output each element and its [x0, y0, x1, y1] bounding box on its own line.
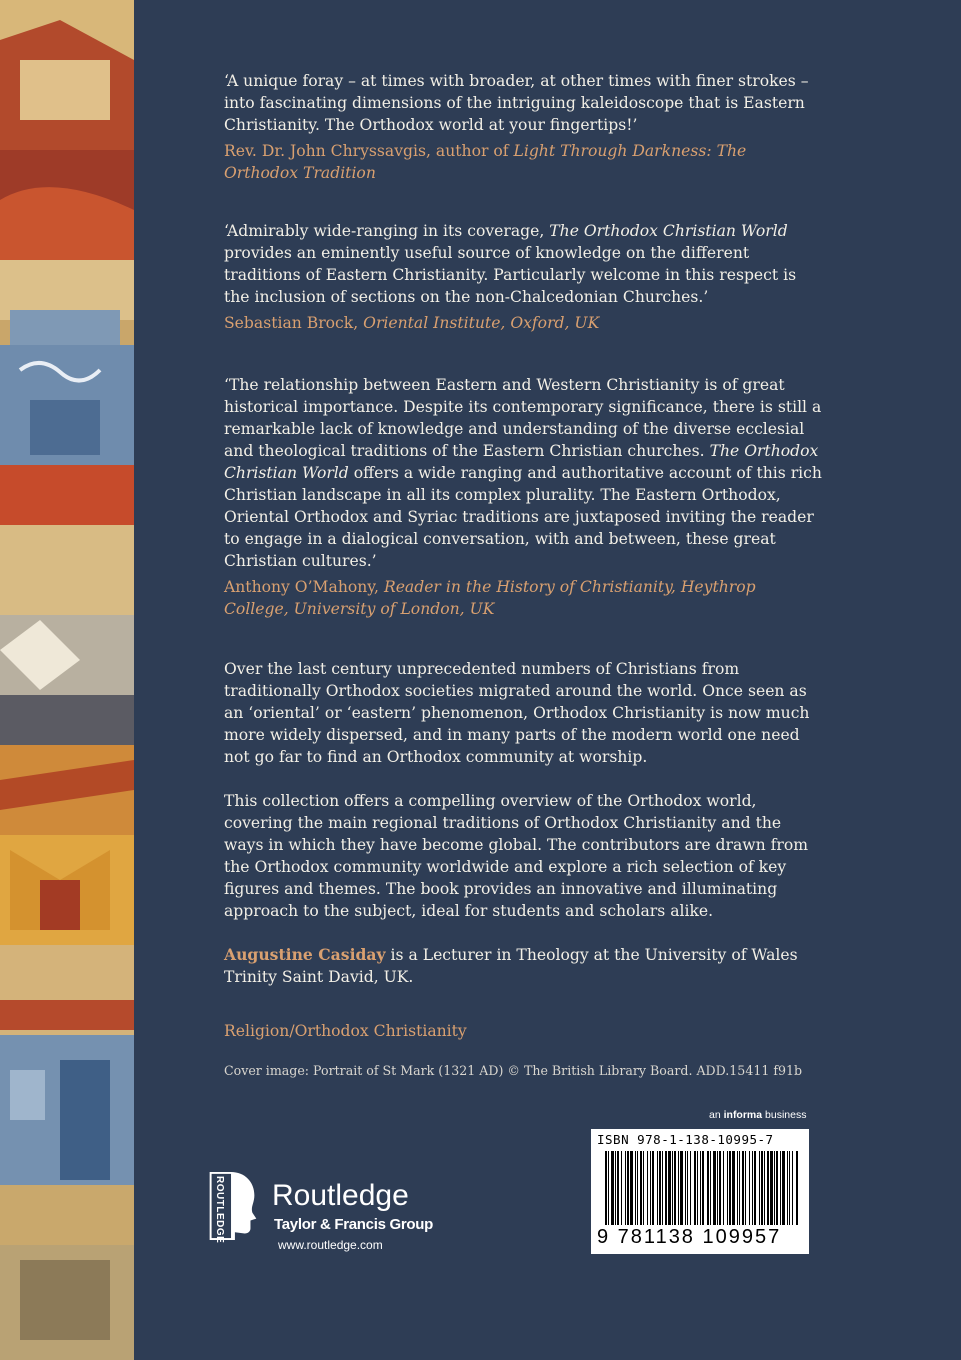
- barcode-bar: [700, 1151, 701, 1225]
- barcode-bar: [719, 1151, 721, 1225]
- barcode-bar: [782, 1151, 785, 1225]
- isbn-digits: 9 781138 109957: [597, 1226, 782, 1248]
- barcode-bar: [710, 1151, 711, 1225]
- barcode-bar: [605, 1151, 607, 1225]
- author-bio-text: is a Lecturer in Theology at the University of Wales Trinity Saint David, UK.: [224, 946, 798, 986]
- barcode-bar: [635, 1151, 636, 1225]
- barcode-bar: [752, 1151, 753, 1225]
- barcode-bar: [727, 1151, 728, 1225]
- publisher-name: Routledge: [272, 1179, 409, 1212]
- barcode-bar: [690, 1151, 691, 1225]
- barcode-bar: [615, 1151, 616, 1225]
- barcode-bar: [702, 1151, 704, 1225]
- description-paragraph-2: This collection offers a compelling overview of the Orthodox world, covering the main regional traditions of Orthodox Christianity and the ways in which they have become global. The contributors are drawn from the Orthodox community worldwide and explore a rich selection of key figures and themes. The book provides an innovative and illuminating approach to the subject, ideal for students and scholars alike.: [224, 792, 809, 920]
- barcode-bar: [774, 1151, 775, 1225]
- barcode-bar: [787, 1151, 788, 1225]
- barcode-bar: [647, 1151, 648, 1225]
- routledge-vertical-wordmark: ROUTLEDGE: [214, 1176, 225, 1244]
- barcode-bar: [780, 1151, 781, 1225]
- quote-text: ‘Admirably wide-ranging in its coverage, The Orthodox Christian World provides an eminently useful source of knowledge on the different traditions of Eastern Christianity. Particularly welcome in this respect is the inclusion of sections on the non-Chalcedonian Churches.’: [224, 222, 797, 306]
- barcode-bar: [617, 1151, 619, 1225]
- isbn-label: ISBN 978-1-138-10995-7: [597, 1132, 774, 1147]
- subject-category: Religion/Orthodox Christianity: [224, 1022, 467, 1040]
- quote-text: ‘The relationship between Eastern and Western Christianity is of great historical importance. Despite its contemporary significance, there is still a remarkable lack of knowledge and understanding of the diverse ecclesial and theological traditions of the Eastern Christian churches. The Orthodox Christian World offers a wide ranging and authoritative account of this rich Christian landscape in all its complex plurality. The Eastern Orthodox, Oriental Orthodox and Syriac traditions are juxtaposed inviting the reader to engage in a dialogical conversation, with and between, these great Christian cultures.’: [224, 376, 822, 570]
- barcode-bar: [737, 1151, 738, 1225]
- barcode-bar: [764, 1151, 765, 1225]
- quote-text: ‘A unique foray – at times with broader, at other times with finer strokes – into fascinating dimensions of the intriguing kaleidoscope that is Eastern Christianity. The Orthodox world at your fingertips!’: [224, 72, 809, 134]
- barcode-bar: [792, 1151, 793, 1225]
- barcode-bar: [662, 1151, 663, 1225]
- barcode-bar: [694, 1151, 696, 1225]
- author-name: Augustine Casiday: [224, 945, 386, 964]
- barcode-bar: [776, 1151, 778, 1225]
- cover-illustration-strip: [0, 0, 134, 1360]
- quote-attribution: Rev. Dr. John Chryssavgis, author of Light Through Darkness: The Orthodox Tradition: [224, 142, 747, 182]
- barcode-bar: [672, 1151, 673, 1225]
- informa-tagline: an informa business: [709, 1109, 807, 1121]
- barcode-bar: [749, 1151, 750, 1225]
- barcode-bar: [789, 1151, 790, 1225]
- barcode-bar: [668, 1151, 671, 1225]
- barcode-bar: [796, 1151, 798, 1225]
- barcode-bar: [665, 1151, 667, 1225]
- barcode-bar: [713, 1151, 716, 1225]
- barcode-bar: [637, 1151, 638, 1225]
- barcode-bar: [625, 1151, 626, 1225]
- barcode-bar: [627, 1151, 629, 1225]
- quote-attribution: Anthony O’Mahony, Reader in the History of Christianity, Heythrop College, University of London, UK: [224, 578, 756, 618]
- description-paragraph-1: Over the last century unprecedented numbers of Christians from traditionally Orthodox societies migrated around the world. Once seen as an ‘oriental’ or ‘eastern’ phenomenon, Orthodox Christianity is now much more widely dispersed, and in many parts of the modern world one need not go far to find an Orthodox community at worship.: [224, 660, 810, 766]
- barcode-bar: [754, 1151, 756, 1225]
- barcode-bar: [770, 1151, 773, 1225]
- barcode-bar: [761, 1151, 763, 1225]
- barcode-bar: [621, 1151, 622, 1225]
- barcode-bar: [723, 1151, 724, 1225]
- barcode-bar: [650, 1151, 651, 1225]
- barcode-bar: [630, 1151, 633, 1225]
- barcode-bar: [611, 1151, 614, 1225]
- barcode-bar: [678, 1151, 679, 1225]
- barcode-bar: [608, 1151, 609, 1225]
- review-quote-1: [224, 70, 824, 184]
- review-quote-3: [224, 374, 824, 620]
- barcode-bar: [745, 1151, 746, 1225]
- barcode-bar: [652, 1151, 654, 1225]
- barcode-bar: [674, 1151, 676, 1225]
- barcode-bar: [687, 1151, 688, 1225]
- barcode-bar: [640, 1151, 642, 1225]
- barcode-bar: [685, 1151, 686, 1225]
- barcode-bar: [717, 1151, 718, 1225]
- author-bio: [224, 944, 824, 988]
- barcode-bar: [732, 1151, 735, 1225]
- barcode-bar: [739, 1151, 740, 1225]
- barcode-bar: [680, 1151, 683, 1225]
- isbn-barcode: [591, 1129, 809, 1254]
- barcode-bar: [707, 1151, 709, 1225]
- review-quote-2: [224, 220, 824, 334]
- barcode-bar: [697, 1151, 698, 1225]
- barcode-bar: [657, 1151, 658, 1225]
- manuscript-illustration: [0, 0, 134, 1360]
- quote-attribution: Sebastian Brock, Oriental Institute, Oxford, UK: [224, 314, 600, 332]
- barcode-bar: [759, 1151, 760, 1225]
- barcode-bar: [659, 1151, 661, 1225]
- barcode-bar: [643, 1151, 644, 1225]
- barcode-bar: [742, 1151, 744, 1225]
- barcode-bars: [605, 1151, 801, 1225]
- publisher-url: www.routledge.com: [278, 1238, 383, 1252]
- cover-credit: Cover image: Portrait of St Mark (1321 AD) © The British Library Board. ADD.15411 f91b: [224, 1063, 803, 1078]
- barcode-bar: [767, 1151, 769, 1225]
- publisher-group: Taylor & Francis Group: [274, 1216, 433, 1233]
- barcode-bar: [729, 1151, 731, 1225]
